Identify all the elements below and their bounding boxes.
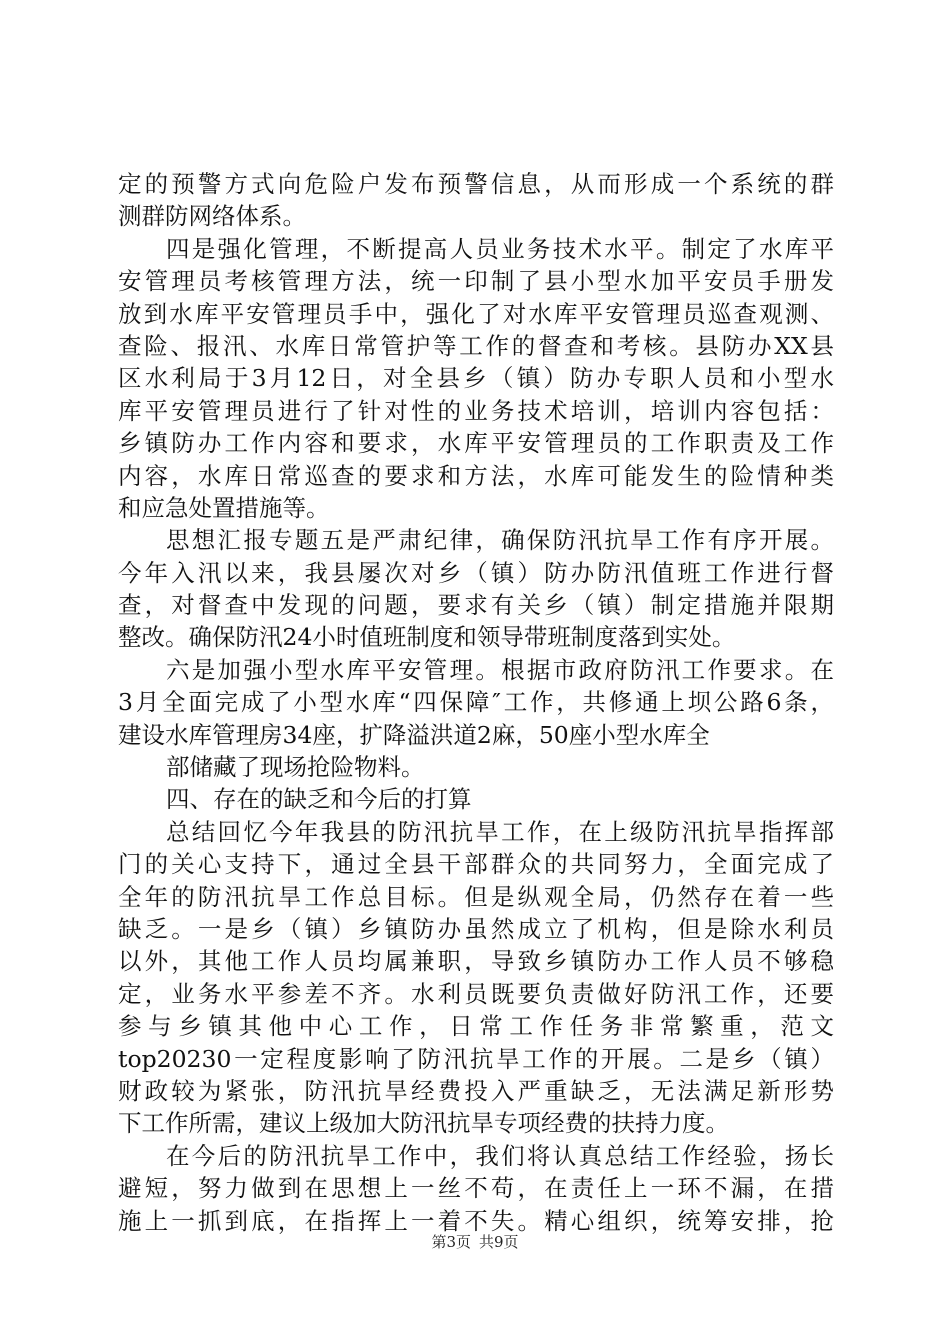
document-body (118, 168, 834, 1237)
text-line: 缺乏。一是乡（镇）乡镇防办虽然成立了机构，但是除水利员 (118, 914, 834, 943)
page-total: 共9页 (479, 1233, 519, 1251)
text-line: 定，业务水平参差不齐。水利员既要负责做好防汛工作，还要 (118, 979, 834, 1008)
text-line: 放到水库平安管理员手中，强化了对水库平安管理员巡查观测、 (118, 299, 834, 328)
text-line: 思想汇报专题五是严肃纪律，确保防汛抗旱工作有序开展。 (166, 526, 834, 555)
page-number: 第3页 (431, 1233, 471, 1251)
text-line: 门的关心支持下，通过全县干部群众的共同努力，全面完成了 (118, 850, 834, 879)
page-footer (0, 1232, 950, 1252)
text-line: top20230一定程度影响了防汛抗旱工作的开展。二是乡（镇） (118, 1044, 834, 1073)
text-line: 在今后的防汛抗旱工作中，我们将认真总结工作经验，扬长 (166, 1141, 834, 1170)
text-line: 建设水库管理房34座，扩降溢洪道2麻，50座小型水库全 (118, 720, 710, 749)
text-line: 内容，水库日常巡查的要求和方法，水库可能发生的险情种类 (118, 461, 834, 490)
text-line: 查险、报汛、水库日常管护等工作的督查和考核。县防办XX县 (118, 331, 834, 360)
text-line: 财政较为紧张，防汛抗旱经费投入严重缺乏，无法满足新形势 (118, 1076, 834, 1105)
text-line: 和应急处置措施等。 (118, 493, 330, 522)
text-line: 3月全面完成了小型水库“四保障″工作，共修通上坝公路6条， (118, 688, 834, 717)
text-line: 总结回忆今年我县的防汛抗旱工作，在上级防汛抗旱指挥部 (166, 817, 834, 846)
text-line: 今年入汛以来，我县屡次对乡（镇）防办防汛值班工作进行督 (118, 558, 834, 587)
text-line: 全年的防汛抗旱工作总目标。但是纵观全局，仍然存在着一些 (118, 882, 834, 911)
text-line: 避短，努力做到在思想上一丝不苟，在责任上一环不漏，在措 (118, 1174, 834, 1203)
text-line: 乡镇防办工作内容和要求，水库平安管理员的工作职责及工作 (118, 429, 834, 458)
text-line: 四是强化管理，不断提高人员业务技术水平。制定了水库平 (166, 234, 834, 263)
text-line: 参与乡镇其他中心工作，日常工作任务非常繁重，范文 (118, 1012, 834, 1041)
text-line: 安管理员考核管理方法，统一印制了县小型水加平安员手册发 (118, 267, 834, 296)
text-line: 以外，其他工作人员均属兼职，导致乡镇防办工作人员不够稳 (118, 947, 834, 976)
text-line: 库平安管理员进行了针对性的业务技术培训，培训内容包括： (118, 396, 834, 425)
text-line: 部储藏了现场抢险物料。 (166, 753, 425, 782)
text-line: 下工作所需，建议上级加大防汛抗旱专项经费的扶持力度。 (118, 1109, 729, 1138)
text-line: 测群防网络体系。 (118, 202, 306, 231)
text-line: 整改。确保防汛24小时值班制度和领导带班制度落到实处。 (118, 623, 736, 652)
text-line: 四、存在的缺乏和今后的打算 (166, 785, 472, 814)
text-line: 查，对督查中发现的问题，要求有关乡（镇）制定措施并限期 (118, 591, 834, 620)
text-line: 施上一抓到底，在指挥上一着不失。精心组织，统筹安排，抢 (118, 1206, 834, 1235)
text-line: 区水利局于3月12日，对全县乡（镇）防办专职人员和小型水 (118, 364, 834, 393)
text-line: 六是加强小型水库平安管理。根据市政府防汛工作要求。在 (166, 655, 834, 684)
text-line: 定的预警方式向危险户发布预警信息，从而形成一个系统的群 (118, 170, 834, 198)
